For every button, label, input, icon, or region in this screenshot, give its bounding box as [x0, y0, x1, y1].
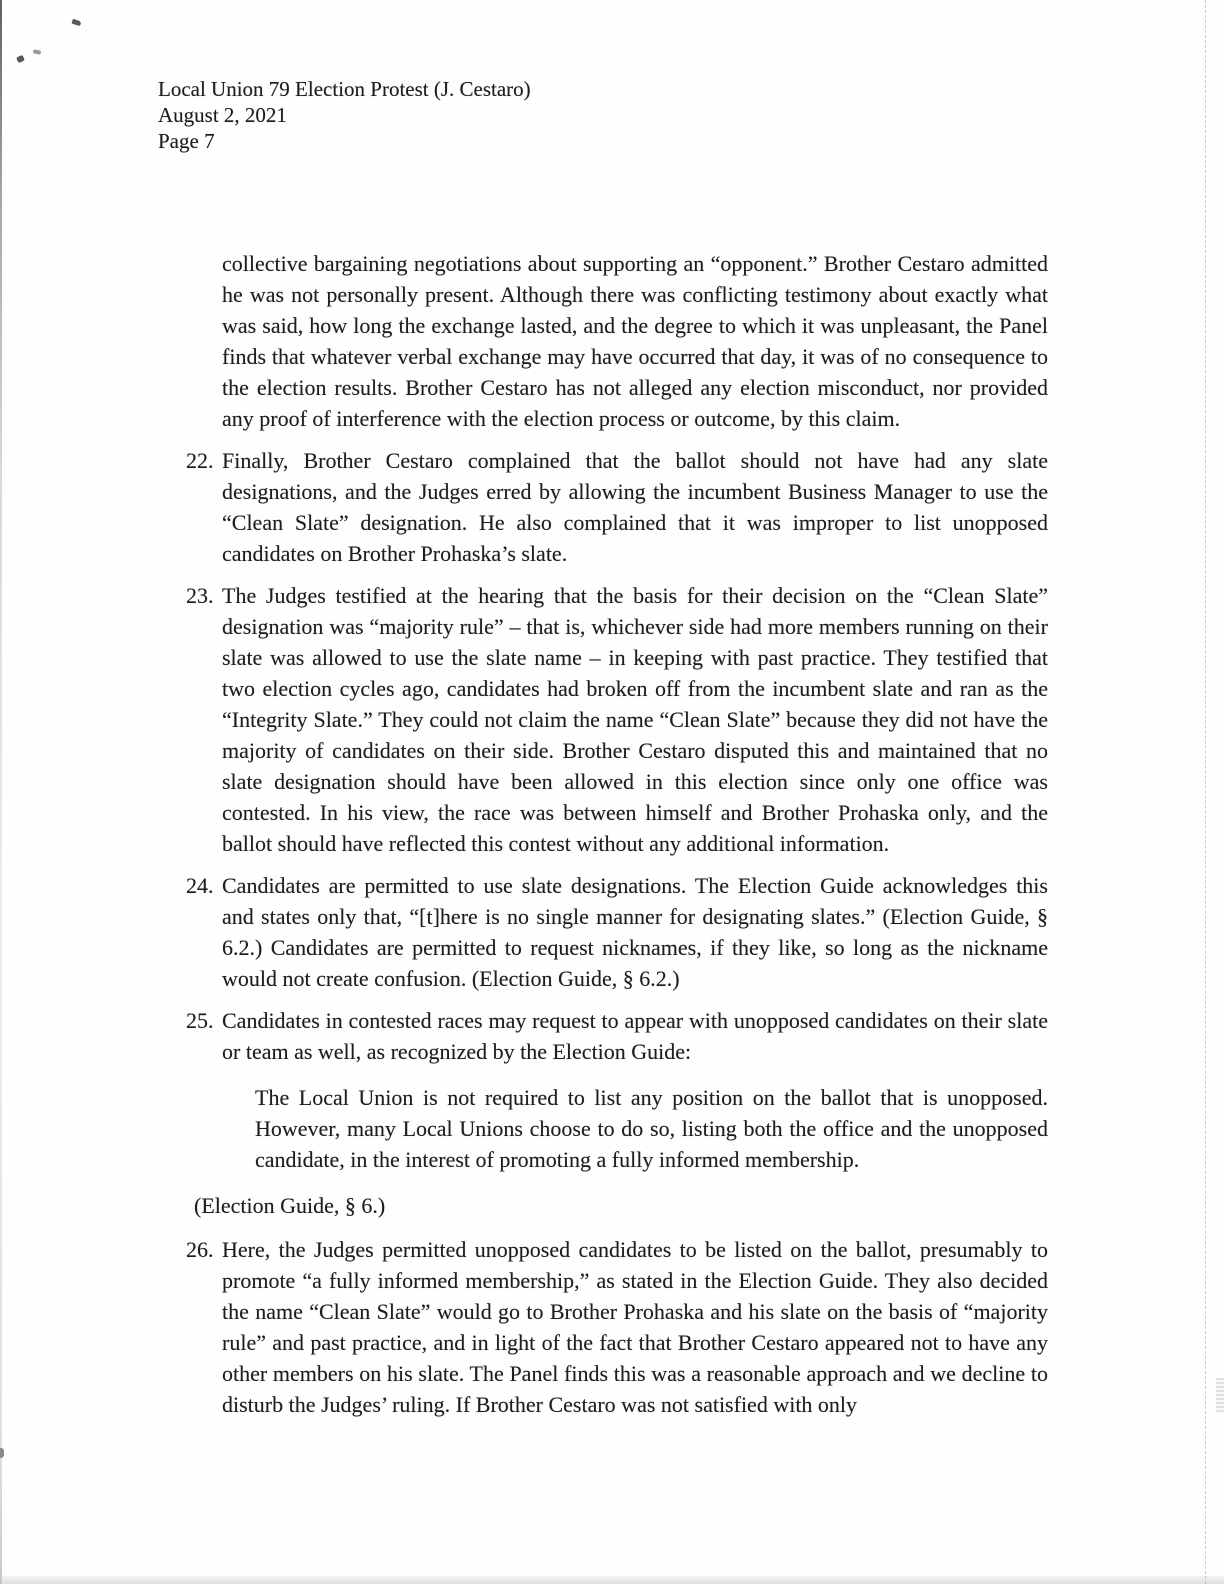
scan-artifact-speck: [33, 49, 42, 54]
paragraph-number: 26.: [186, 1237, 214, 1262]
numbered-paragraph-24: [186, 870, 1048, 994]
numbered-paragraph-26: [186, 1234, 1048, 1420]
numbered-paragraph-25: [186, 1005, 1048, 1067]
scan-artifact-bottom-band: [0, 1576, 1224, 1584]
paragraph-text: Candidates in contested races may request to appear with unopposed candidates on their slate or team as well, as recognized by the Election Guide:: [222, 1008, 1048, 1064]
scan-artifact-right-edge-noise: [1216, 1378, 1224, 1414]
header-case-title: Local Union 79 Election Protest (J. Cestaro): [158, 77, 531, 101]
numbered-paragraph-22: [186, 445, 1048, 569]
citation-line: (Election Guide, § 6.): [194, 1193, 386, 1218]
paragraph-number: 25.: [186, 1008, 214, 1033]
paragraph-number: 23.: [186, 583, 214, 608]
document-body: [186, 248, 1048, 1431]
paragraph-number: 22.: [186, 448, 214, 473]
paragraph-text: The Judges testified at the hearing that the basis for their decision on the “Clean Slate” designation was “majority rule” – that is, whichever side had more members running on their slate was allowed to use the slate name – in keeping with past practice. They testified that two election cycles ago, candidates had broken off from the incumbent slate and ran as the “Integrity Slate.” They could not claim the name “Clean Slate” because they did not have the majority of candidates on their side. Brother Cestaro disputed this and maintained that no slate designation should have been allowed in this election since only one office was contested. In his view, the race was between himself and Brother Prohaska only, and the ballot should have reflected this contest without any additional information.: [222, 583, 1048, 856]
header-date: August 2, 2021: [158, 103, 287, 127]
paragraph-text: Here, the Judges permitted unopposed candidates to be listed on the ballot, presumably to promote “a fully informed membership,” as stated in the Election Guide. They also decided the name “Clean Slate” would go to Brother Prohaska and his slate on the basis of “majority rule” and past practice, and in light of the fact that Brother Cestaro appeared not to have any other members on his slate. The Panel finds this was a reasonable approach and we decline to disturb the Judges’ ruling. If Brother Cestaro was not satisfied with only: [222, 1237, 1048, 1417]
scan-artifact-speck: [0, 1448, 4, 1458]
scan-artifact-left-edge-line: [0, 0, 2, 1584]
numbered-paragraph-23: [186, 580, 1048, 859]
scan-artifact-speck: [71, 19, 81, 27]
document-header: [158, 76, 531, 154]
paragraph-number: 24.: [186, 873, 214, 898]
paragraph-text: Finally, Brother Cestaro complained that the ballot should not have had any slate designations, and the Judges erred by allowing the incumbent Business Manager to use the “Clean Slate” designation. He also complained that it was improper to list unopposed candidates on Brother Prohaska’s slate.: [222, 448, 1048, 566]
paragraph-text: Candidates are permitted to use slate designations. The Election Guide acknowledges this and states only that, “[t]here is no single manner for designating slates.” (Election Guide, § 6.2.) Candidates are permitted to request nicknames, if they like, so long as the nickname would not create confusion. (Election Guide, § 6.2.): [222, 873, 1048, 991]
paragraph-continuation: collective bargaining negotiations about supporting an “opponent.” Brother Cestaro admitted he was not personally present. Although there was conflicting testimony about exactly what was said, how long the exchange lasted, and the degree to which it was unpleasant, the Panel finds that whatever verbal exchange may have occurred that day, it was of no consequence to the election results. Brother Cestaro has not alleged any election misconduct, nor provided any proof of interference with the election process or outcome, by this claim.: [222, 251, 1048, 431]
scan-artifact-speck: [16, 55, 25, 63]
header-page-number: Page 7: [158, 129, 215, 153]
block-quote: The Local Union is not required to list any position on the ballot that is unopposed. However, many Local Unions choose to do so, listing both the office and the unopposed candidate, in the interest of promoting a fully informed membership.: [255, 1085, 1048, 1172]
scan-artifact-right-dotted-line: [1205, 0, 1206, 1584]
